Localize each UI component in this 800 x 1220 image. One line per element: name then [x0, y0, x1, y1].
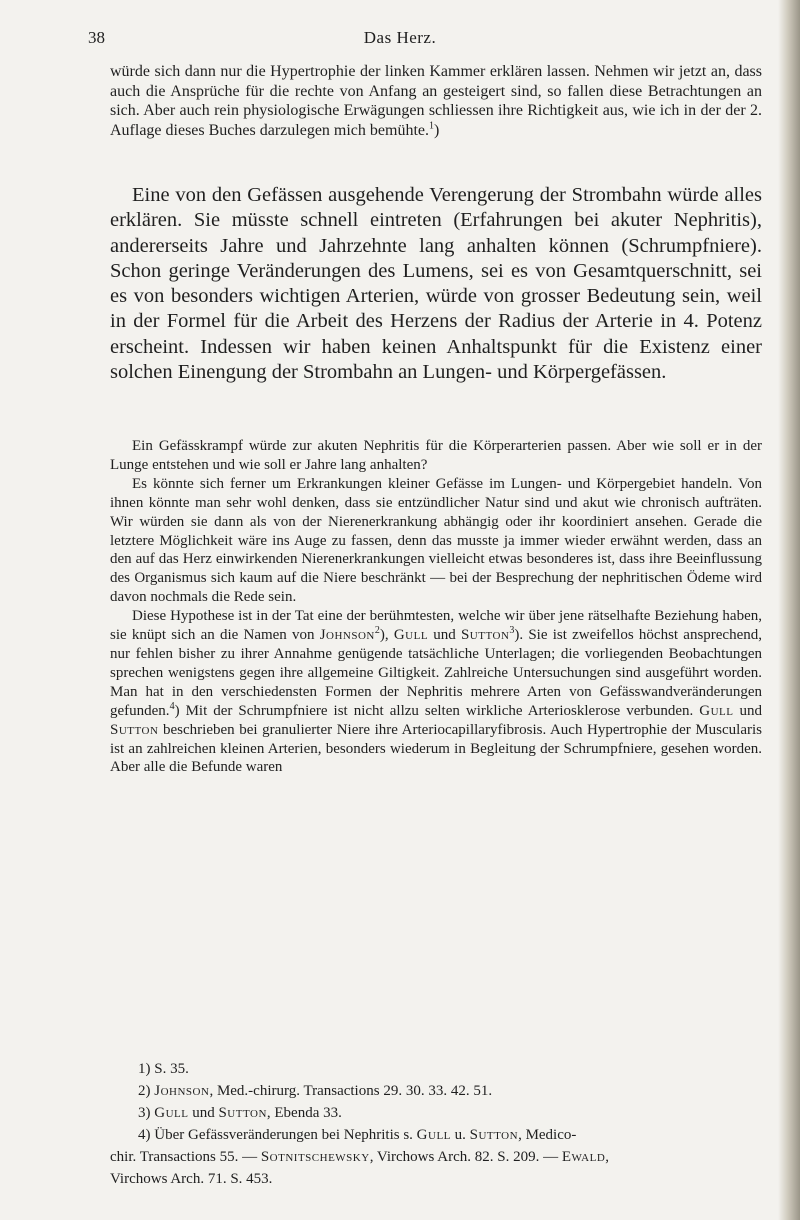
fn3-and: und	[188, 1105, 219, 1121]
fn4-author-2: Sutton	[469, 1127, 519, 1143]
fn4-author-4: Ewald	[561, 1149, 606, 1165]
large-paragraph: Eine von den Gefässen ausgehende Verengerung der Strombahn würde alles erklären. Sie müsste schnell eintreten (Erfahrungen bei akuter Nephritis), andererseits Jahre und Jahrzehnte lang anhalten können (Schrumpfniere). Schon geringe Veränderungen des Lumens, sei es von Gesamtquerschnitt, sei es von besonders wichtigen Arterien, würde von grosser Bedeutung sein, weil in der Formel für die Arbeit des Herzens der Radius der Arterie in 4. Potenz erscheint. Indessen wir haben keinen Anhaltspunkt für die Existenz einer solchen Einengung der Strombahn an Lungen- und Körpergefässen.	[110, 184, 762, 384]
footnote-ref-1[interactable]: 1	[429, 120, 434, 132]
p3-text-a: Diese Hypothese ist in der Tat eine der berühmtesten, welche wir über jene rätselhafte Beziehung haben, sie knüpt sich an die Namen von	[110, 608, 762, 644]
fn3-source: , Ebenda 33.	[266, 1105, 342, 1121]
footnote-1: 1) S. 35.	[138, 1061, 189, 1077]
author-johnson: Johnson	[319, 627, 375, 644]
small-paragraph-3	[110, 607, 762, 777]
fn3-author-1: Gull	[154, 1105, 189, 1121]
intro-paragraph	[110, 62, 762, 140]
footnote-3	[110, 1102, 762, 1124]
fn2-author: Johnson	[154, 1083, 210, 1099]
small-paragraphs-block	[110, 437, 762, 777]
author-sutton: Sutton	[460, 627, 510, 644]
p3-text-g: beschrieben bei granulierter Niere ihre Arteriocapillaryfibrosis. Auch Hypertrophie der Muscularis ist an zahlreichen kleinen Arterien, besonders wiederum in Begleitung der Schrumpfniere, gesehen worden. Aber alle die Befunde waren	[110, 721, 762, 776]
fn4-text-a: 4) Über Gefässveränderungen bei Nephritis s.	[138, 1127, 417, 1143]
fn2-source: , Med.-chirurg. Transactions 29. 30. 33. 42. 51.	[209, 1083, 493, 1099]
fn4-text-b: , Medico-	[518, 1127, 577, 1143]
fn4-author-3: Sotnitschewsky	[260, 1149, 370, 1165]
fn3-num: 3)	[138, 1105, 155, 1121]
running-title: Das Herz.	[363, 28, 437, 47]
intro-paragraph-block	[110, 62, 762, 140]
fn4-text-d: , Virchows Arch. 82. S. 209. —	[369, 1149, 562, 1165]
fn3-author-2: Sutton	[218, 1105, 267, 1121]
fn4-and: u.	[450, 1127, 470, 1143]
small-paragraph-2: Es könnte sich ferner um Erkrankungen kleiner Gefässe im Lungen- und Körpergebiet handeln. Von ihnen könnte man sehr wohl denken, dass sie entzündlicher Natur sind und akut wie chronisch aufträten. Wir würden sie dann als von der Nierenerkrankung abhängig oder ihr koordiniert ansehen. Gerade die letztere Möglichkeit wäre ins Auge zu fassen, denn das musste ja immer wieder erwähnt werden, dass an den auf das Herz einwirkenden Nierenerkrankungen vielleicht etwas besonderes ist, dass ihre Beeinflussung des Organismus sich kaum auf die Niere beschränkt — bei der Besprechung der nephritischen Ödeme wird davon nochmals die Rede sein.	[110, 475, 762, 606]
footnote-4-line-3: Virchows Arch. 71. S. 453.	[110, 1171, 273, 1187]
author-gull-2: Gull	[699, 702, 734, 719]
author-sutton-2: Sutton	[110, 721, 159, 738]
fn4-author-1: Gull	[416, 1127, 451, 1143]
intro-text: würde sich dann nur die Hypertrophie der linken Kammer erklären lassen. Nehmen wir jetzt an, dass auch die Ansprüche für die rechte von Anfang an gesteigert sind, so fallen diese Betrachtungen an sich. Aber auch rein physiologische Erwägungen schliessen ihre Richtigkeit aus, wie ich in der der 2. Auflage dieses Buches darzulegen mich bemühte.	[110, 63, 762, 139]
p3-text-e: ) Mit der Schrumpfniere ist nicht allzu selten wirkliche Arteriosklerose verbunden.	[174, 702, 700, 719]
p3-text-b: ),	[379, 627, 394, 644]
fn2-num: 2)	[138, 1083, 155, 1099]
p3-text-d: ). Sie ist zweifellos höchst ansprechend, nur fehlen bisher zu ihrer Annahme genügende tatsächliche Unterlagen; die vorliegenden Beobachtungen sprechen wenigstens gegen ihre allgemeine Giltigkeit. Zahlreiche Untersuchungen sind ausgeführt worden. Man hat in den verschiedensten Formen der Nephritis mehrere Arten von Gefässwandveränderungen gefunden.	[110, 627, 762, 719]
footnote-4-line-2	[110, 1146, 762, 1168]
footnote-ref-2[interactable]: 2	[374, 625, 380, 637]
footnotes	[110, 1058, 762, 1190]
footnote-ref-3[interactable]: 3	[509, 625, 515, 637]
author-gull: Gull	[393, 627, 429, 644]
p3-text-c: und	[428, 627, 461, 644]
p3-text-f: und	[733, 702, 763, 719]
footnote-2	[110, 1080, 762, 1102]
fn4-text-e: ,	[605, 1149, 610, 1165]
page-number: 38	[88, 28, 105, 47]
fn4-text-c: chir. Transactions 55. —	[110, 1149, 261, 1165]
intro-text-end: )	[434, 121, 440, 139]
large-paragraph-block	[110, 183, 762, 385]
page-edge-shadow	[778, 0, 800, 1220]
running-head	[0, 28, 800, 52]
footnote-4	[110, 1124, 762, 1146]
small-paragraph-1: Ein Gefässkrampf würde zur akuten Nephritis für die Körperarterien passen. Aber wie soll er in der Lunge entstehen und wie soll er Jahre lang anhalten?	[110, 438, 762, 473]
footnote-ref-4[interactable]: 4	[169, 700, 175, 712]
